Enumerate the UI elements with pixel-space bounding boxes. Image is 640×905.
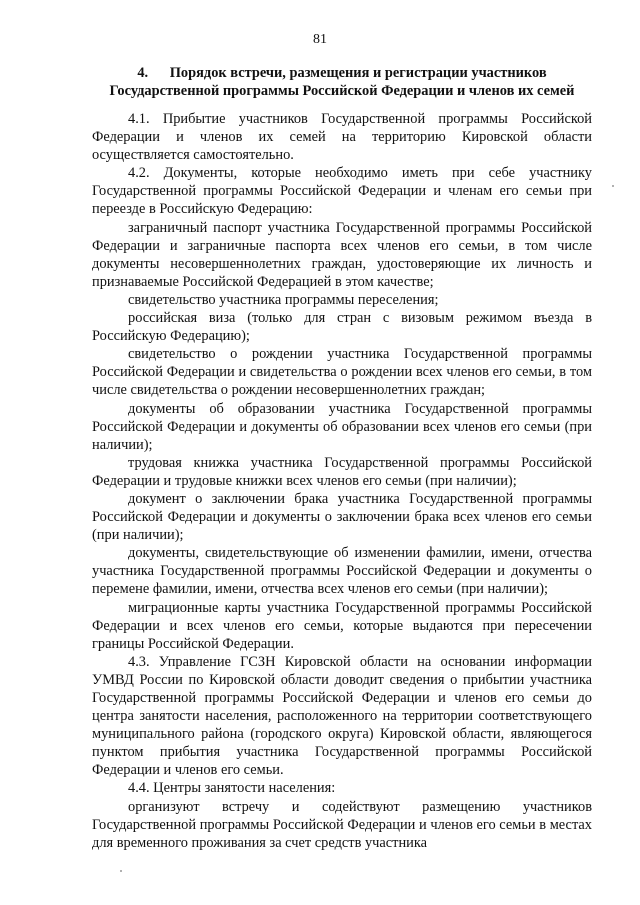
paragraph-4-3: 4.3. Управление ГСЗН Кировской области на основании информации УМВД России по Кировской области доводит сведения о прибытии участника Государственной программы Российской Федерации и членов его семьи до центра занятости населения, расположенного на территории соответствующего муниципального района (городского округа) Кировской области, являющегося пунктом прибытия участника Государственной программы Российской Федерации и членов его семьи.	[92, 653, 592, 779]
list-item: заграничный паспорт участника Государственной программы Российской Федерации и заграничные паспорта всех членов его семьи, в том числе документы несовершеннолетних граждан, удостоверяющие их личность и признаваемые Российской Федерацией в этом качестве;	[92, 219, 592, 290]
page-number: 81	[313, 32, 327, 47]
list-item: свидетельство участника программы переселения;	[128, 291, 439, 308]
section-body	[92, 110, 592, 852]
section-heading-line-1: 4. Порядок встречи, размещения и регистрации участников	[137, 65, 547, 81]
scan-speck	[120, 870, 122, 872]
scan-speck	[612, 185, 614, 187]
list-item: российская виза (только для стран с визовым режимом въезда в Российскую Федерацию);	[92, 310, 592, 345]
paragraph-4-2: 4.2. Документы, которые необходимо иметь при себе участнику Государственной программы Российской Федерации и членам его семьи при переезде в Российскую Федерацию:	[92, 165, 592, 218]
section-heading-line-2: Государственной программы Российской Федерации и членов их семей	[109, 83, 575, 99]
list-item: свидетельство о рождении участника Государственной программы Российской Федерации и свидетельства о рождении всех членов его семьи, в том числе свидетельства о рождении несовершеннолетних граждан;	[92, 346, 592, 399]
list-item: документы, свидетельствующие об изменении фамилии, имени, отчества участника Государственной программы Российской Федерации и документы о перемене фамилии, имени, отчества всех членов его семьи (при наличии);	[92, 545, 592, 598]
list-item: документы об образовании участника Государственной программы Российской Федерации и документы об образовании всех членов его семьи (при наличии);	[92, 400, 592, 453]
section-heading	[92, 64, 592, 100]
list-item: трудовая книжка участника Государственной программы Российской Федерации и трудовые книжки всех членов его семьи (при наличии);	[92, 454, 592, 489]
list-item: организуют встречу и содействуют размещению участников Государственной программы Российской Федерации и членов его семьи в местах для временного проживания за счет средств участника	[92, 798, 592, 851]
paragraph-4-1: 4.1. Прибытие участников Государственной программы Российской Федерации и членов их семей на территорию Кировской области осуществляется самостоятельно.	[92, 111, 592, 164]
list-item: документ о заключении брака участника Государственной программы Российской Федерации и документы о заключении брака всех членов его семьи (при наличии);	[92, 490, 592, 544]
paragraph-4-4: 4.4. Центры занятости населения:	[128, 780, 336, 797]
list-item: миграционные карты участника Государственной программы Российской Федерации и всех членов его семьи, которые выдаются при пересечении границы Российской Федерации.	[92, 599, 592, 652]
